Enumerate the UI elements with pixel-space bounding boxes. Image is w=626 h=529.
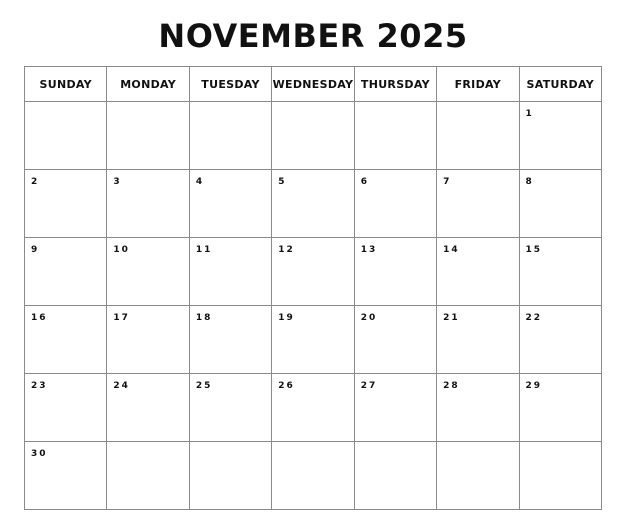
day-cell bbox=[189, 306, 271, 374]
day-cell bbox=[25, 102, 107, 170]
day-number: 19 bbox=[278, 313, 295, 323]
calendar-weeks bbox=[25, 102, 602, 510]
day-cell bbox=[272, 442, 354, 510]
day-number: 23 bbox=[31, 381, 48, 391]
day-number: 20 bbox=[360, 313, 378, 323]
day-number: 15 bbox=[525, 245, 543, 255]
day-cell bbox=[272, 374, 354, 442]
week-row bbox=[25, 442, 602, 510]
day-number: 22 bbox=[525, 313, 543, 323]
day-number bbox=[107, 102, 188, 109]
day-number bbox=[272, 442, 353, 449]
day-number: 2 bbox=[31, 177, 40, 187]
day-cell bbox=[189, 442, 271, 510]
day-number: 10 bbox=[113, 245, 130, 255]
day-number: 27 bbox=[360, 381, 378, 391]
day-cell bbox=[437, 170, 519, 238]
day-cell bbox=[107, 306, 189, 374]
day-cell bbox=[354, 306, 436, 374]
week-row bbox=[25, 102, 602, 170]
day-cell bbox=[272, 238, 354, 306]
day-cell bbox=[354, 238, 436, 306]
day-cell bbox=[107, 170, 189, 238]
day-number bbox=[190, 442, 271, 449]
day-cell bbox=[25, 442, 107, 510]
week-row bbox=[25, 170, 602, 238]
day-number: 16 bbox=[31, 313, 48, 323]
day-cell bbox=[354, 374, 436, 442]
weekday-header-saturday: SATURDAY bbox=[519, 67, 601, 102]
day-number: 11 bbox=[195, 245, 213, 255]
day-number: 7 bbox=[443, 177, 452, 187]
day-number: 18 bbox=[195, 313, 213, 323]
day-cell bbox=[272, 102, 354, 170]
day-number: 1 bbox=[525, 109, 534, 119]
day-cell bbox=[25, 170, 107, 238]
day-cell bbox=[437, 374, 519, 442]
day-number: 12 bbox=[278, 245, 295, 255]
weekday-header-monday: MONDAY bbox=[107, 67, 189, 102]
day-cell bbox=[272, 306, 354, 374]
week-row bbox=[25, 306, 602, 374]
day-cell bbox=[437, 102, 519, 170]
day-cell bbox=[354, 102, 436, 170]
day-number bbox=[272, 102, 353, 109]
day-number bbox=[107, 442, 188, 449]
day-number: 25 bbox=[195, 381, 213, 391]
day-cell bbox=[354, 170, 436, 238]
day-cell bbox=[189, 170, 271, 238]
day-cell bbox=[107, 238, 189, 306]
calendar-title: NOVEMBER 2025 bbox=[158, 17, 468, 55]
week-row bbox=[25, 238, 602, 306]
day-cell bbox=[519, 306, 601, 374]
day-number: 17 bbox=[113, 313, 130, 323]
day-cell bbox=[25, 238, 107, 306]
day-number bbox=[520, 442, 601, 449]
day-cell bbox=[354, 442, 436, 510]
day-cell bbox=[189, 374, 271, 442]
day-number: 4 bbox=[195, 177, 205, 187]
day-cell bbox=[519, 442, 601, 510]
day-cell bbox=[437, 306, 519, 374]
day-number: 24 bbox=[113, 381, 130, 391]
day-number: 5 bbox=[278, 177, 287, 187]
day-number bbox=[190, 102, 271, 109]
calendar-grid bbox=[24, 66, 602, 510]
day-cell bbox=[437, 442, 519, 510]
week-row bbox=[25, 374, 602, 442]
day-number: 29 bbox=[525, 381, 543, 391]
day-number: 8 bbox=[525, 177, 534, 187]
day-cell bbox=[437, 238, 519, 306]
day-cell bbox=[519, 102, 601, 170]
day-cell bbox=[25, 374, 107, 442]
day-cell bbox=[189, 238, 271, 306]
weekday-header-tuesday: TUESDAY bbox=[189, 67, 271, 102]
day-number bbox=[355, 102, 436, 109]
day-cell bbox=[189, 102, 271, 170]
day-number bbox=[437, 102, 518, 109]
day-number: 3 bbox=[113, 177, 122, 187]
weekday-header-wednesday: WEDNESDAY bbox=[272, 67, 354, 102]
day-cell bbox=[107, 102, 189, 170]
weekday-header-friday: FRIDAY bbox=[437, 67, 519, 102]
day-cell bbox=[25, 306, 107, 374]
day-number bbox=[355, 442, 436, 449]
day-number: 28 bbox=[443, 381, 460, 391]
day-number bbox=[437, 442, 518, 449]
day-cell bbox=[519, 170, 601, 238]
weekday-header-sunday: SUNDAY bbox=[25, 67, 107, 102]
day-cell bbox=[107, 374, 189, 442]
day-cell bbox=[519, 238, 601, 306]
day-number: 9 bbox=[31, 245, 40, 255]
day-number: 21 bbox=[443, 313, 460, 323]
day-number bbox=[25, 102, 106, 109]
day-number: 26 bbox=[278, 381, 295, 391]
day-number: 6 bbox=[360, 177, 369, 187]
day-number: 14 bbox=[443, 245, 460, 255]
day-number: 30 bbox=[31, 449, 48, 459]
weekday-header-row bbox=[25, 67, 602, 102]
day-cell bbox=[519, 374, 601, 442]
day-number: 13 bbox=[360, 245, 378, 255]
weekday-header-thursday: THURSDAY bbox=[354, 67, 436, 102]
day-cell bbox=[107, 442, 189, 510]
day-cell bbox=[272, 170, 354, 238]
